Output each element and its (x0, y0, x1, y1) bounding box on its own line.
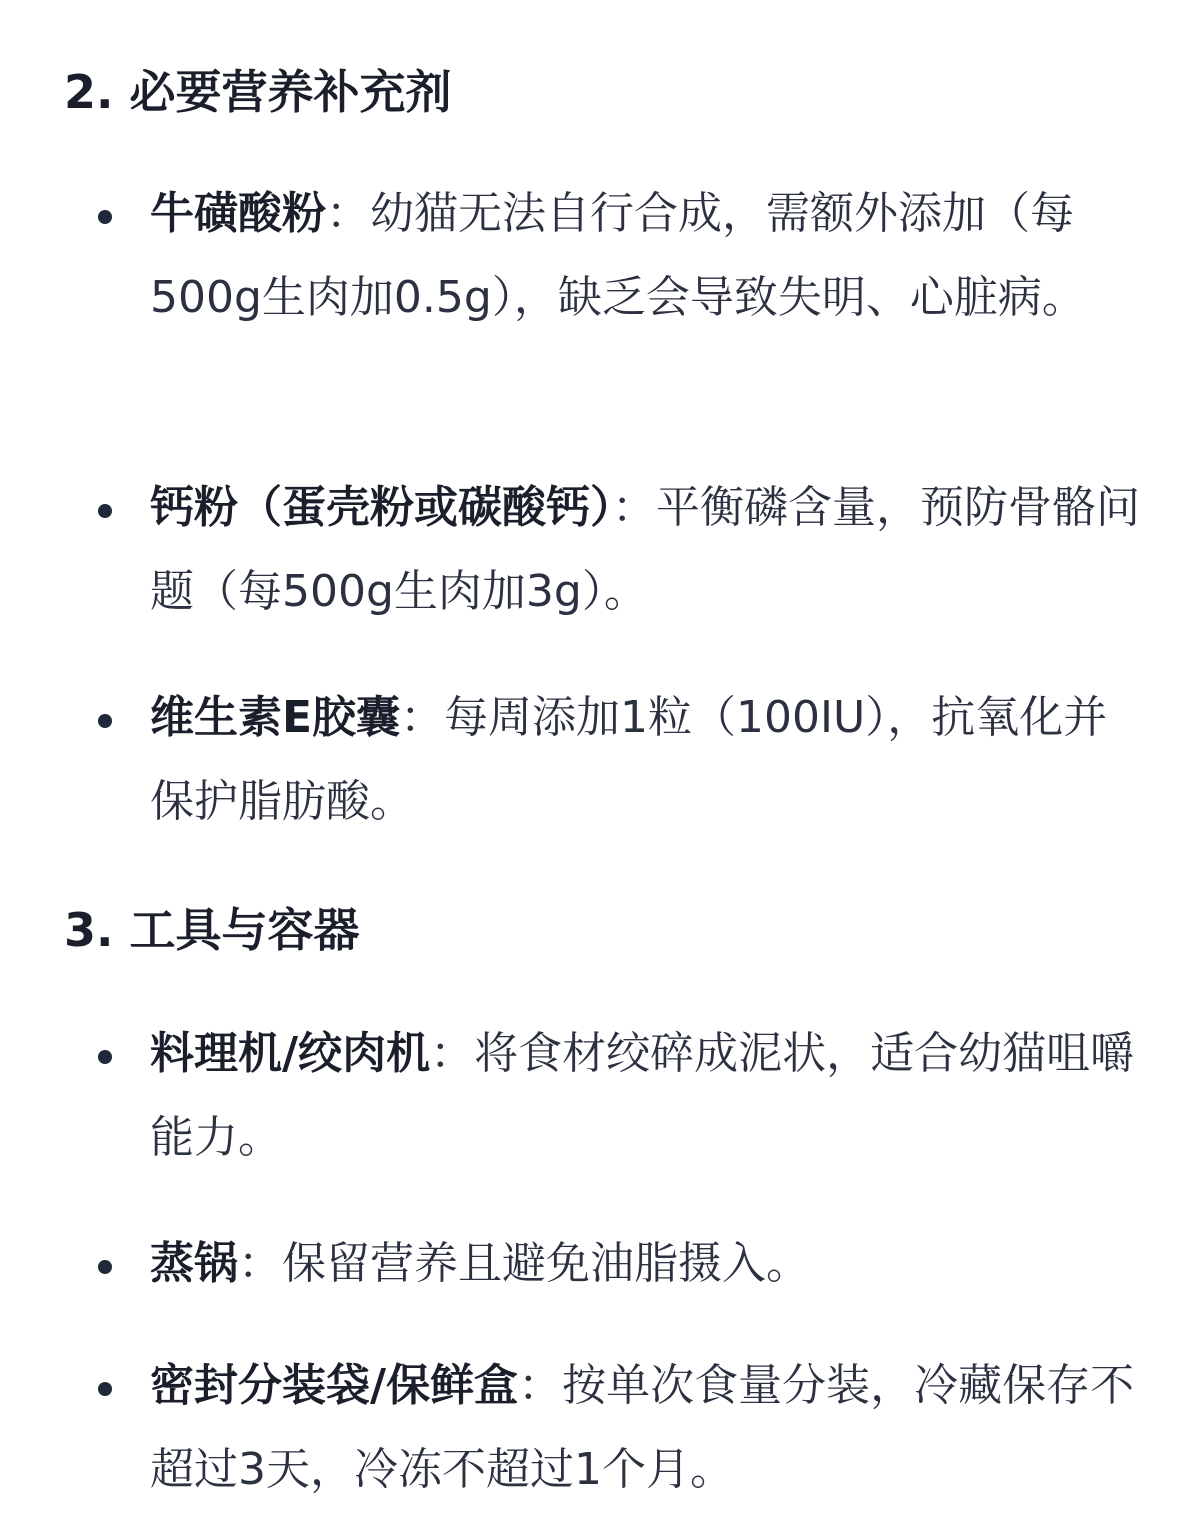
bullet-point (98, 1260, 112, 1274)
item-term: 牛磺酸粉 (150, 188, 326, 239)
bullet-point (98, 504, 112, 518)
list-item-text (150, 172, 1140, 340)
bullet-point (98, 1382, 112, 1396)
item-description: 保留营养且避免油脂摄入。 (282, 1238, 810, 1289)
item-term: 料理机/绞肉机 (150, 1028, 431, 1079)
list-item-text (150, 466, 1140, 634)
bullet-point (98, 210, 112, 224)
item-description: 按单次食量分装，冷藏保存不超过3天，冷冻不超过1个月。 (150, 1360, 1135, 1495)
list-item-text (150, 1222, 1140, 1306)
list-item-text (150, 1344, 1140, 1512)
item-separator: ： (238, 1238, 282, 1289)
item-description: 平衡磷含量，预防骨骼问题（每500g生肉加3g）。 (150, 482, 1140, 617)
list-item-text (150, 1012, 1140, 1180)
list-item-text (150, 676, 1140, 844)
bullet-point (98, 714, 112, 728)
item-term: 蒸锅 (150, 1238, 238, 1289)
item-description: 幼猫无法自行合成，需额外添加（每500g生肉加0.5g），缺乏会导致失明、心脏病。 (150, 188, 1086, 323)
item-separator: ： (518, 1360, 563, 1411)
item-term: 钙粉（蛋壳粉或碳酸钙） (150, 482, 612, 533)
item-separator: ： (400, 692, 445, 743)
item-term: 维生素E胶囊 (150, 692, 401, 743)
item-separator: ： (430, 1028, 475, 1079)
item-separator: ： (326, 188, 370, 239)
item-description: 将食材绞碎成泥状，适合幼猫咀嚼能力。 (150, 1028, 1135, 1163)
item-separator: ： (612, 482, 656, 533)
bullet-point (98, 1050, 112, 1064)
item-description: 每周添加1粒（100IU），抗氧化并保护脂肪酸。 (150, 692, 1108, 827)
section-heading-tools: 3. 工具与容器 (64, 903, 360, 957)
section-heading-supplements: 2. 必要营养补充剂 (64, 65, 452, 119)
item-term: 密封分装袋/保鲜盒 (150, 1360, 519, 1411)
